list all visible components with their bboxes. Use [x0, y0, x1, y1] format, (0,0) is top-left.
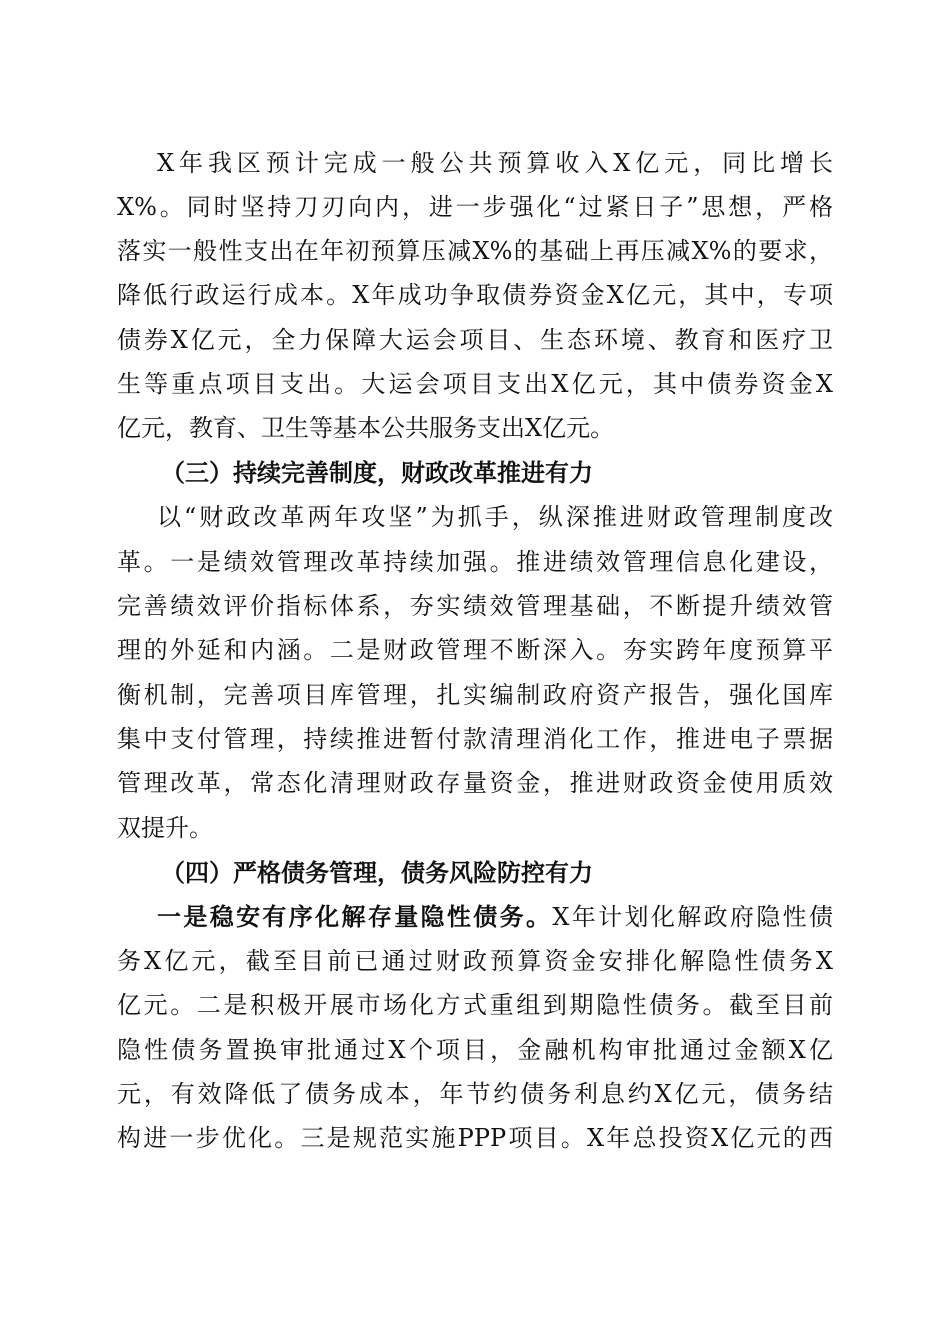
- paragraph-2-line-7: 管理改革，常态化清理财政存量资金，推进财政资金使用质效: [117, 769, 833, 797]
- paragraph-1-line-6: 生等重点项目支出。大运会项目支出X亿元，其中债券资金X: [117, 370, 833, 398]
- paragraph-3-line-5: 元，有效降低了债务成本，年节约债务利息约X亿元，债务结: [117, 1080, 833, 1108]
- paragraph-3-line-1: [157, 897, 833, 937]
- paragraph-2-line-1: 以“财政改革两年攻坚”为抓手，纵深推进财政管理制度改: [157, 503, 833, 531]
- paragraph-3-line-1-rest: X年计划化解政府隐性债: [552, 903, 833, 931]
- paragraph-1-line-5: 债券X亿元，全力保障大运会项目、生态环境、教育和医疗卫: [117, 326, 833, 354]
- paragraph-3-line-6: 构进一步优化。三是规范实施PPP项目。X年总投资X亿元的西: [117, 1124, 833, 1152]
- section-heading-3: （三）持续完善制度，财政改革推进有力: [161, 458, 593, 487]
- paragraph-1-line-7: 亿元，教育、卫生等基本公共服务支出X亿元。: [117, 414, 615, 442]
- paragraph-1-line-2: X%。同时坚持刀刃向内，进一步强化“过紧日子”思想，严格: [117, 193, 833, 221]
- paragraph-2-line-4: 理的外延和内涵。二是财政管理不断深入。夯实跨年度预算平: [117, 636, 833, 664]
- section-heading-4: （四）严格债务管理，债务风险防控有力: [161, 858, 593, 887]
- paragraph-1-line-4: 降低行政运行成本。X年成功争取债券资金X亿元，其中，专项: [117, 281, 833, 309]
- paragraph-3-lead-bold: 一是稳安有序化解存量隐性债务。: [157, 902, 553, 931]
- paragraph-2-line-3: 完善绩效评价指标体系，夯实绩效管理基础，不断提升绩效管: [117, 592, 833, 620]
- paragraph-1-line-3: 落实一般性支出在年初预算压减X%的基础上再压减X%的要求，: [117, 237, 833, 265]
- paragraph-2-line-5: 衡机制，完善项目库管理，扎实编制政府资产报告，强化国库: [117, 681, 833, 709]
- paragraph-3-line-2: 务X亿元，截至目前已通过财政预算资金安排化解隐性债务X: [117, 947, 833, 975]
- paragraph-2-line-2: 革。一是绩效管理改革持续加强。推进绩效管理信息化建设，: [117, 548, 833, 576]
- paragraph-2-line-6: 集中支付管理，持续推进暂付款清理消化工作，推进电子票据: [117, 725, 833, 753]
- paragraph-1-line-1: X年我区预计完成一般公共预算收入X亿元，同比增长: [157, 149, 833, 177]
- paragraph-3-line-3: 亿元。二是积极开展市场化方式重组到期隐性债务。截至目前: [117, 991, 833, 1019]
- paragraph-3-line-4: 隐性债务置换审批通过X个项目，金融机构审批通过金额X亿: [117, 1036, 833, 1064]
- paragraph-2-line-8: 双提升。: [117, 814, 213, 842]
